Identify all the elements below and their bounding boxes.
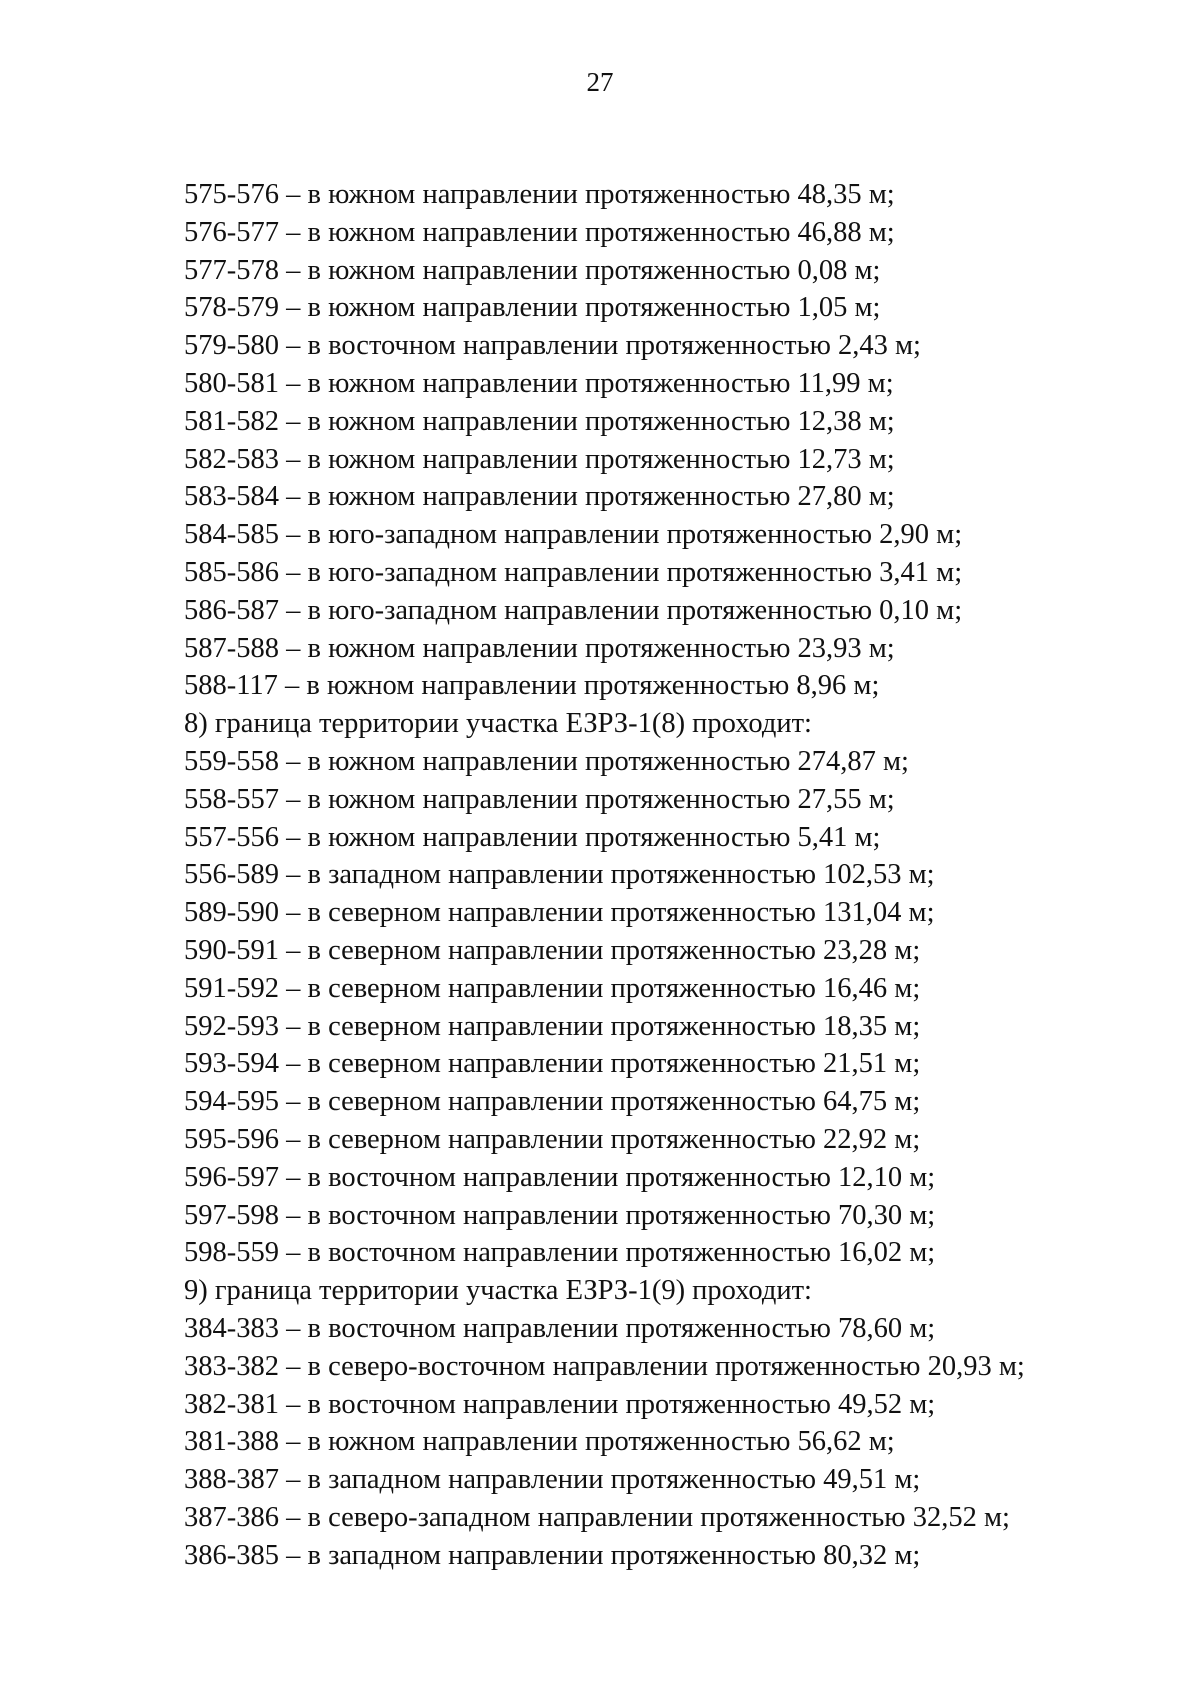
boundary-segment-line: 387-386 – в северо-западном направлении протяженностью 32,52 м;: [184, 1501, 1010, 1533]
boundary-segment-line: 580-581 – в южном направлении протяженностью 11,99 м;: [184, 367, 894, 399]
boundary-segment-line: 587-588 – в южном направлении протяженностью 23,93 м;: [184, 632, 895, 664]
boundary-segment-line: 381-388 – в южном направлении протяженностью 56,62 м;: [184, 1426, 895, 1458]
boundary-segment-line: 382-381 – в восточном направлении протяженностью 49,52 м;: [184, 1388, 936, 1420]
boundary-segment-line: 592-593 – в северном направлении протяженностью 18,35 м;: [184, 1010, 921, 1042]
boundary-segment-line: 577-578 – в южном направлении протяженностью 0,08 м;: [184, 254, 881, 286]
page-number: 27: [586, 67, 614, 97]
boundary-segment-line: 383-382 – в северо-восточном направлении протяженностью 20,93 м;: [184, 1350, 1025, 1382]
boundary-segment-line: 579-580 – в восточном направлении протяженностью 2,43 м;: [184, 330, 921, 362]
boundary-segment-line: 384-383 – в восточном направлении протяженностью 78,60 м;: [184, 1312, 936, 1344]
boundary-segment-line: 557-556 – в южном направлении протяженностью 5,41 м;: [184, 821, 881, 853]
boundary-segment-line: 388-387 – в западном направлении протяженностью 49,51 м;: [184, 1464, 921, 1496]
section-heading: 9) граница территории участка ЕЗРЗ-1(9) проходит:: [184, 1275, 812, 1307]
boundary-segment-line: 593-594 – в северном направлении протяженностью 21,51 м;: [184, 1048, 921, 1080]
boundary-segment-line: 556-589 – в западном направлении протяженностью 102,53 м;: [184, 859, 935, 891]
boundary-segment-line: 559-558 – в южном направлении протяженностью 274,87 м;: [184, 745, 909, 777]
boundary-segment-line: 591-592 – в северном направлении протяженностью 16,46 м;: [184, 972, 921, 1004]
boundary-segment-line: 585-586 – в юго-западном направлении протяженностью 3,41 м;: [184, 556, 963, 588]
boundary-segment-line: 586-587 – в юго-западном направлении протяженностью 0,10 м;: [184, 594, 963, 626]
boundary-description: [184, 176, 1164, 1574]
boundary-segment-line: 581-582 – в южном направлении протяженностью 12,38 м;: [184, 405, 895, 437]
boundary-segment-line: 589-590 – в северном направлении протяженностью 131,04 м;: [184, 897, 935, 929]
boundary-segment-line: 558-557 – в южном направлении протяженностью 27,55 м;: [184, 783, 895, 815]
boundary-segment-line: 575-576 – в южном направлении протяженностью 48,35 м;: [184, 179, 895, 210]
boundary-segment-line: 590-591 – в северном направлении протяженностью 23,28 м;: [184, 934, 921, 966]
boundary-segment-line: 596-597 – в восточном направлении протяженностью 12,10 м;: [184, 1161, 936, 1193]
boundary-segment-line: 582-583 – в южном направлении протяженностью 12,73 м;: [184, 443, 895, 475]
boundary-segment-line: 594-595 – в северном направлении протяженностью 64,75 м;: [184, 1086, 921, 1118]
boundary-segment-line: 597-598 – в восточном направлении протяженностью 70,30 м;: [184, 1199, 936, 1231]
section-heading: 8) граница территории участка ЕЗРЗ-1(8) проходит:: [184, 708, 812, 740]
boundary-segment-line: 583-584 – в южном направлении протяженностью 27,80 м;: [184, 481, 895, 513]
boundary-segment-line: 595-596 – в северном направлении протяженностью 22,92 м;: [184, 1123, 921, 1155]
boundary-segment-line: 578-579 – в южном направлении протяженностью 1,05 м;: [184, 292, 881, 324]
boundary-segment-line: 576-577 – в южном направлении протяженностью 46,88 м;: [184, 216, 895, 248]
boundary-segment-line: 386-385 – в западном направлении протяженностью 80,32 м;: [184, 1539, 921, 1571]
boundary-segment-line: 584-585 – в юго-западном направлении протяженностью 2,90 м;: [184, 519, 963, 551]
boundary-segment-line: 598-559 – в восточном направлении протяженностью 16,02 м;: [184, 1237, 936, 1269]
boundary-segment-line: 588-117 – в южном направлении протяженностью 8,96 м;: [184, 670, 880, 702]
